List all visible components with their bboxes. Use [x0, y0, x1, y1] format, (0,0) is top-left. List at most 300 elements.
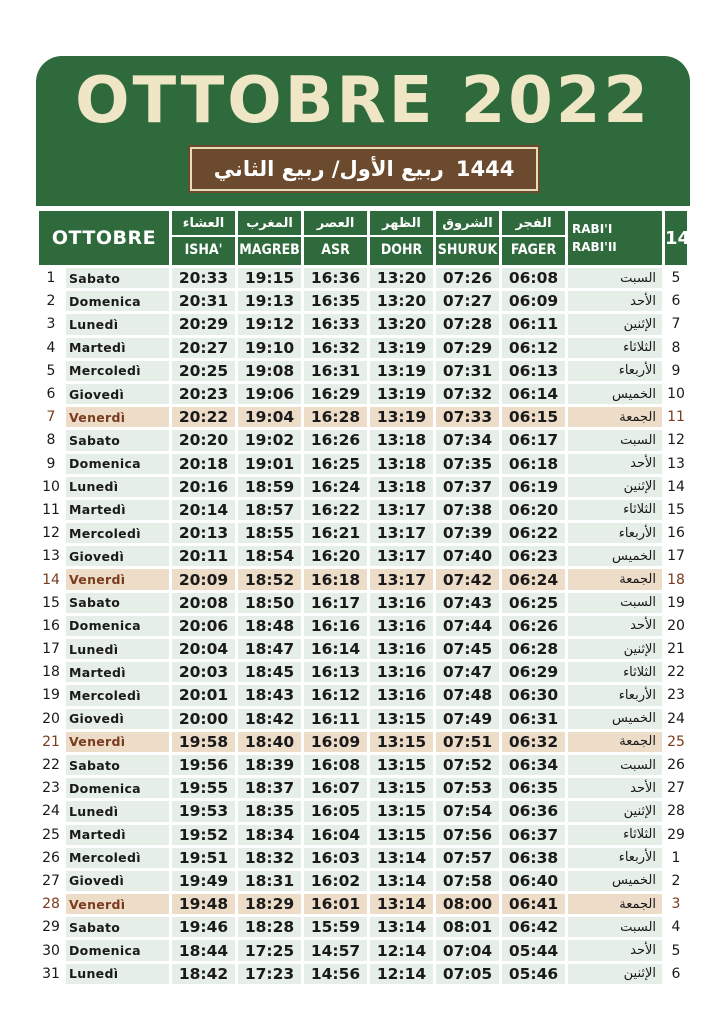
asr-time: 16:26	[304, 430, 367, 450]
day-name: Lunedì	[66, 639, 169, 659]
maghreb-time: 18:48	[238, 616, 301, 636]
day-name: Mercoledì	[66, 685, 169, 705]
shuruk-time: 07:39	[436, 523, 499, 543]
day-name: Domenica	[66, 940, 169, 960]
day-name: Venerdì	[66, 894, 169, 914]
day-name: Martedì	[66, 662, 169, 682]
hijri-day-number: 11	[665, 407, 687, 427]
shuruk-time: 07:42	[436, 569, 499, 589]
shuruk-time: 07:49	[436, 709, 499, 729]
shuruk-time: 07:52	[436, 755, 499, 775]
dohr-time: 13:15	[370, 755, 433, 775]
maghreb-time: 19:04	[238, 407, 301, 427]
table-row	[39, 546, 687, 566]
day-name: Domenica	[66, 616, 169, 636]
arabic-day-name: الخميس	[568, 546, 662, 566]
arabic-day-name: الأحد	[568, 940, 662, 960]
fager-header: الفجر FAGER	[502, 211, 565, 265]
hijri-months-box	[190, 147, 538, 191]
day-number: 11	[39, 500, 63, 520]
maghreb-time: 18:43	[238, 685, 301, 705]
dohr-time: 13:17	[370, 500, 433, 520]
maghreb-time: 18:34	[238, 825, 301, 845]
asr-time: 16:11	[304, 709, 367, 729]
day-name: Mercoledì	[66, 848, 169, 868]
hijri-day-number: 18	[665, 569, 687, 589]
table-row	[39, 685, 687, 705]
table-row	[39, 801, 687, 821]
fager-time: 06:26	[502, 616, 565, 636]
page-title: OTTOBRE 2022	[75, 64, 651, 138]
fager-time: 06:14	[502, 384, 565, 404]
dohr-time: 13:18	[370, 477, 433, 497]
day-number: 23	[39, 778, 63, 798]
day-name: Domenica	[66, 291, 169, 311]
maghreb-time: 18:29	[238, 894, 301, 914]
arabic-day-name: الأربعاء	[568, 361, 662, 381]
asr-time: 16:22	[304, 500, 367, 520]
asr-time: 16:09	[304, 732, 367, 752]
shuruk-time: 07:04	[436, 940, 499, 960]
hijri-day-number: 23	[665, 685, 687, 705]
shuruk-time: 07:54	[436, 801, 499, 821]
maghreb-time: 19:15	[238, 268, 301, 288]
day-number: 22	[39, 755, 63, 775]
arabic-day-name: الأحد	[568, 778, 662, 798]
asr-time: 16:14	[304, 639, 367, 659]
arabic-day-name: الجمعة	[568, 407, 662, 427]
asr-time: 15:59	[304, 917, 367, 937]
table-row	[39, 917, 687, 937]
table-row	[39, 871, 687, 891]
table-row	[39, 964, 687, 984]
day-number: 16	[39, 616, 63, 636]
asr-time: 16:21	[304, 523, 367, 543]
fager-time: 06:17	[502, 430, 565, 450]
dohr-time: 12:14	[370, 940, 433, 960]
isha-time: 20:29	[172, 314, 235, 334]
fager-time: 06:29	[502, 662, 565, 682]
table-row	[39, 361, 687, 381]
hijri-day-number: 5	[665, 940, 687, 960]
maghreb-time: 19:13	[238, 291, 301, 311]
asr-time: 16:24	[304, 477, 367, 497]
hijri-day-number: 29	[665, 825, 687, 845]
arabic-day-name: الخميس	[568, 384, 662, 404]
table-row	[39, 709, 687, 729]
hijri-day-number: 2	[665, 871, 687, 891]
table-row	[39, 755, 687, 775]
day-number: 1	[39, 268, 63, 288]
day-name: Giovedì	[66, 871, 169, 891]
arabic-day-name: السبت	[568, 755, 662, 775]
shuruk-time: 07:35	[436, 454, 499, 474]
isha-time: 20:01	[172, 685, 235, 705]
day-name: Venerdì	[66, 569, 169, 589]
arabic-day-name: الأربعاء	[568, 523, 662, 543]
day-number: 13	[39, 546, 63, 566]
arabic-day-name: الأربعاء	[568, 685, 662, 705]
maghreb-time: 19:12	[238, 314, 301, 334]
shuruk-time: 07:26	[436, 268, 499, 288]
isha-time: 20:03	[172, 662, 235, 682]
dohr-time: 13:16	[370, 662, 433, 682]
asr-time: 16:29	[304, 384, 367, 404]
isha-time: 19:51	[172, 848, 235, 868]
maghreb-time: 18:31	[238, 871, 301, 891]
day-number: 28	[39, 894, 63, 914]
hijri-day-number: 5	[665, 268, 687, 288]
shuruk-header: الشروق SHURUK	[436, 211, 499, 265]
fager-time: 06:41	[502, 894, 565, 914]
asr-time: 16:12	[304, 685, 367, 705]
shuruk-time: 07:45	[436, 639, 499, 659]
hijri-day-number: 16	[665, 523, 687, 543]
isha-time: 20:22	[172, 407, 235, 427]
fager-time: 06:32	[502, 732, 565, 752]
isha-time: 18:44	[172, 940, 235, 960]
maghreb-time: 19:08	[238, 361, 301, 381]
day-name: Mercoledì	[66, 523, 169, 543]
arabic-day-name: الإثنين	[568, 801, 662, 821]
day-name: Mercoledì	[66, 361, 169, 381]
isha-time: 19:56	[172, 755, 235, 775]
hijri-day-number: 6	[665, 964, 687, 984]
dohr-time: 13:16	[370, 616, 433, 636]
day-number: 25	[39, 825, 63, 845]
fager-time: 06:20	[502, 500, 565, 520]
isha-time: 18:42	[172, 964, 235, 984]
hijri-day-number: 15	[665, 500, 687, 520]
dohr-time: 13:15	[370, 732, 433, 752]
asr-time: 16:17	[304, 593, 367, 613]
shuruk-time: 07:32	[436, 384, 499, 404]
day-number: 10	[39, 477, 63, 497]
asr-time: 16:01	[304, 894, 367, 914]
dohr-time: 13:19	[370, 338, 433, 358]
shuruk-time: 07:27	[436, 291, 499, 311]
fager-time: 06:34	[502, 755, 565, 775]
shuruk-time: 07:51	[436, 732, 499, 752]
table-row	[39, 523, 687, 543]
maghreb-header: المغرب MAGREB	[238, 211, 301, 265]
dohr-time: 13:20	[370, 268, 433, 288]
day-number: 5	[39, 361, 63, 381]
isha-time: 20:20	[172, 430, 235, 450]
dohr-time: 13:18	[370, 430, 433, 450]
dohr-time: 13:14	[370, 917, 433, 937]
asr-time: 16:08	[304, 755, 367, 775]
day-name: Venerdì	[66, 732, 169, 752]
day-number: 20	[39, 709, 63, 729]
maghreb-time: 18:37	[238, 778, 301, 798]
day-name: Domenica	[66, 454, 169, 474]
month-header: OTTOBRE	[39, 211, 169, 265]
hijri-day-number: 20	[665, 616, 687, 636]
maghreb-time: 17:25	[238, 940, 301, 960]
table-row	[39, 616, 687, 636]
day-number: 7	[39, 407, 63, 427]
dohr-time: 13:19	[370, 361, 433, 381]
isha-time: 19:46	[172, 917, 235, 937]
day-number: 2	[39, 291, 63, 311]
dohr-time: 13:16	[370, 685, 433, 705]
isha-time: 20:13	[172, 523, 235, 543]
hijri-day-number: 19	[665, 593, 687, 613]
arabic-day-name: الجمعة	[568, 894, 662, 914]
maghreb-time: 19:02	[238, 430, 301, 450]
hijri-year-header: 1444	[665, 211, 687, 265]
fager-time: 06:24	[502, 569, 565, 589]
hijri-day-number: 8	[665, 338, 687, 358]
fager-time: 06:15	[502, 407, 565, 427]
hijri-day-number: 13	[665, 454, 687, 474]
day-number: 6	[39, 384, 63, 404]
arabic-day-name: الثلاثاء	[568, 338, 662, 358]
fager-time: 06:09	[502, 291, 565, 311]
isha-time: 20:04	[172, 639, 235, 659]
day-name: Lunedì	[66, 964, 169, 984]
table-row	[39, 569, 687, 589]
asr-time: 16:33	[304, 314, 367, 334]
dohr-time: 13:15	[370, 778, 433, 798]
hijri-day-number: 9	[665, 361, 687, 381]
maghreb-time: 18:50	[238, 593, 301, 613]
shuruk-time: 07:29	[436, 338, 499, 358]
shuruk-time: 07:56	[436, 825, 499, 845]
arabic-day-name: الأحد	[568, 291, 662, 311]
isha-time: 20:27	[172, 338, 235, 358]
fager-time: 06:37	[502, 825, 565, 845]
day-number: 15	[39, 593, 63, 613]
arabic-day-name: الإثنين	[568, 314, 662, 334]
fager-time: 06:23	[502, 546, 565, 566]
asr-time: 16:31	[304, 361, 367, 381]
rabi-header: RABI'I RABI'II	[568, 211, 662, 265]
hijri-day-number: 17	[665, 546, 687, 566]
table-row	[39, 940, 687, 960]
dohr-time: 13:15	[370, 801, 433, 821]
asr-time: 16:25	[304, 454, 367, 474]
fager-time: 06:31	[502, 709, 565, 729]
maghreb-time: 18:32	[238, 848, 301, 868]
day-name: Sabato	[66, 755, 169, 775]
isha-time: 19:58	[172, 732, 235, 752]
hijri-day-number: 27	[665, 778, 687, 798]
shuruk-time: 07:38	[436, 500, 499, 520]
day-number: 24	[39, 801, 63, 821]
maghreb-time: 18:47	[238, 639, 301, 659]
day-name: Venerdì	[66, 407, 169, 427]
asr-header: العصر ASR	[304, 211, 367, 265]
table-row	[39, 268, 687, 288]
asr-time: 14:56	[304, 964, 367, 984]
shuruk-time: 07:28	[436, 314, 499, 334]
shuruk-time: 07:53	[436, 778, 499, 798]
asr-time: 16:07	[304, 778, 367, 798]
day-number: 18	[39, 662, 63, 682]
asr-time: 16:32	[304, 338, 367, 358]
dohr-time: 13:20	[370, 291, 433, 311]
arabic-day-name: السبت	[568, 268, 662, 288]
shuruk-time: 07:58	[436, 871, 499, 891]
dohr-time: 13:16	[370, 593, 433, 613]
dohr-time: 13:16	[370, 639, 433, 659]
maghreb-time: 18:39	[238, 755, 301, 775]
dohr-time: 12:14	[370, 964, 433, 984]
fager-time: 05:44	[502, 940, 565, 960]
isha-time: 19:53	[172, 801, 235, 821]
maghreb-time: 18:35	[238, 801, 301, 821]
dohr-time: 13:19	[370, 384, 433, 404]
arabic-day-name: الثلاثاء	[568, 662, 662, 682]
fager-time: 06:25	[502, 593, 565, 613]
fager-time: 06:36	[502, 801, 565, 821]
day-number: 26	[39, 848, 63, 868]
table-row	[39, 894, 687, 914]
table-row	[39, 825, 687, 845]
day-name: Martedì	[66, 338, 169, 358]
isha-time: 19:52	[172, 825, 235, 845]
fager-time: 06:08	[502, 268, 565, 288]
day-number: 3	[39, 314, 63, 334]
table-row	[39, 500, 687, 520]
day-name: Domenica	[66, 778, 169, 798]
arabic-day-name: الخميس	[568, 871, 662, 891]
asr-time: 16:16	[304, 616, 367, 636]
maghreb-time: 19:10	[238, 338, 301, 358]
isha-time: 20:25	[172, 361, 235, 381]
maghreb-time: 18:59	[238, 477, 301, 497]
isha-time: 20:16	[172, 477, 235, 497]
table-row	[39, 593, 687, 613]
arabic-day-name: الثلاثاء	[568, 500, 662, 520]
fager-time: 06:19	[502, 477, 565, 497]
asr-time: 16:13	[304, 662, 367, 682]
dohr-header: الظهر DOHR	[370, 211, 433, 265]
maghreb-time: 17:23	[238, 964, 301, 984]
dohr-time: 13:15	[370, 709, 433, 729]
table-row	[39, 639, 687, 659]
shuruk-time: 08:00	[436, 894, 499, 914]
day-number: 21	[39, 732, 63, 752]
fager-time: 06:42	[502, 917, 565, 937]
asr-time: 16:02	[304, 871, 367, 891]
isha-header: العشاء ISHA'	[172, 211, 235, 265]
fager-time: 06:13	[502, 361, 565, 381]
day-name: Giovedì	[66, 709, 169, 729]
hijri-day-number: 26	[665, 755, 687, 775]
maghreb-time: 18:40	[238, 732, 301, 752]
day-name: Lunedì	[66, 801, 169, 821]
shuruk-time: 07:43	[436, 593, 499, 613]
shuruk-time: 07:40	[436, 546, 499, 566]
table-row	[39, 848, 687, 868]
fager-time: 06:18	[502, 454, 565, 474]
maghreb-time: 18:28	[238, 917, 301, 937]
maghreb-time: 18:54	[238, 546, 301, 566]
fager-time: 06:28	[502, 639, 565, 659]
dohr-time: 13:15	[370, 825, 433, 845]
arabic-day-name: الأحد	[568, 454, 662, 474]
isha-time: 20:08	[172, 593, 235, 613]
maghreb-time: 18:57	[238, 500, 301, 520]
hijri-day-number: 28	[665, 801, 687, 821]
shuruk-time: 07:47	[436, 662, 499, 682]
table-row	[39, 454, 687, 474]
isha-time: 19:55	[172, 778, 235, 798]
isha-time: 20:00	[172, 709, 235, 729]
maghreb-time: 19:01	[238, 454, 301, 474]
asr-time: 16:28	[304, 407, 367, 427]
day-name: Sabato	[66, 268, 169, 288]
fager-time: 05:46	[502, 964, 565, 984]
arabic-day-name: الثلاثاء	[568, 825, 662, 845]
fager-time: 06:30	[502, 685, 565, 705]
isha-time: 20:31	[172, 291, 235, 311]
hijri-day-number: 24	[665, 709, 687, 729]
day-name: Lunedì	[66, 477, 169, 497]
asr-time: 16:35	[304, 291, 367, 311]
isha-time: 20:06	[172, 616, 235, 636]
day-name: Martedì	[66, 500, 169, 520]
hijri-year: 1444	[455, 157, 515, 181]
arabic-day-name: الأحد	[568, 616, 662, 636]
isha-time: 20:18	[172, 454, 235, 474]
arabic-day-name: السبت	[568, 917, 662, 937]
day-number: 8	[39, 430, 63, 450]
arabic-day-name: السبت	[568, 430, 662, 450]
day-name: Sabato	[66, 917, 169, 937]
hijri-day-number: 14	[665, 477, 687, 497]
table-row	[39, 430, 687, 450]
hijri-day-number: 21	[665, 639, 687, 659]
hijri-day-number: 1	[665, 848, 687, 868]
arabic-day-name: الإثنين	[568, 964, 662, 984]
day-number: 27	[39, 871, 63, 891]
arabic-day-name: الإثنين	[568, 639, 662, 659]
day-number: 29	[39, 917, 63, 937]
maghreb-time: 18:42	[238, 709, 301, 729]
isha-time: 20:14	[172, 500, 235, 520]
dohr-time: 13:17	[370, 546, 433, 566]
day-number: 14	[39, 569, 63, 589]
asr-time: 16:03	[304, 848, 367, 868]
hijri-months: ربيع الأول/ ربيع الثاني	[213, 157, 444, 181]
isha-time: 19:49	[172, 871, 235, 891]
asr-time: 16:20	[304, 546, 367, 566]
fager-time: 06:12	[502, 338, 565, 358]
shuruk-time: 08:01	[436, 917, 499, 937]
hijri-day-number: 12	[665, 430, 687, 450]
day-number: 30	[39, 940, 63, 960]
day-name: Lunedì	[66, 314, 169, 334]
hijri-day-number: 6	[665, 291, 687, 311]
isha-time: 20:11	[172, 546, 235, 566]
prayer-times-table	[36, 208, 716, 987]
dohr-time: 13:14	[370, 894, 433, 914]
table-row	[39, 732, 687, 752]
fager-time: 06:40	[502, 871, 565, 891]
dohr-time: 13:17	[370, 569, 433, 589]
day-name: Martedì	[66, 825, 169, 845]
dohr-time: 13:14	[370, 848, 433, 868]
maghreb-time: 18:55	[238, 523, 301, 543]
dohr-time: 13:18	[370, 454, 433, 474]
day-name: Giovedì	[66, 546, 169, 566]
day-name: Sabato	[66, 430, 169, 450]
isha-time: 20:23	[172, 384, 235, 404]
